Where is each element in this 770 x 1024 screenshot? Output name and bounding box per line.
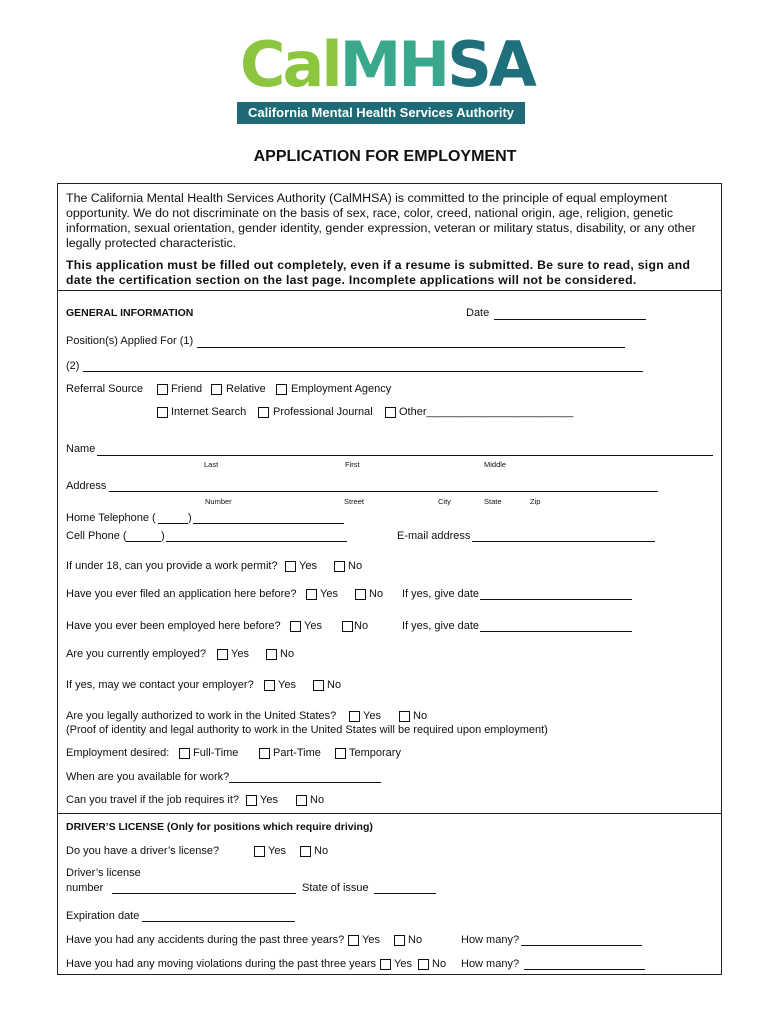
referral-other-label: Other________________________ bbox=[399, 406, 574, 418]
accidents-no-checkbox[interactable] bbox=[394, 935, 405, 946]
if-yes-date-label: If yes, give date bbox=[402, 620, 480, 632]
cell-phone-label: Cell Phone ( bbox=[66, 530, 127, 542]
position-2-field[interactable] bbox=[83, 371, 643, 372]
employed-date-field[interactable] bbox=[480, 631, 632, 632]
part-time-label: Part-Time bbox=[273, 747, 321, 759]
date-field[interactable] bbox=[494, 319, 646, 320]
full-time-checkbox[interactable] bbox=[179, 748, 190, 759]
permit-yes-checkbox[interactable] bbox=[285, 561, 296, 572]
name-label: Name bbox=[66, 443, 96, 455]
expiration-label: Expiration date bbox=[66, 910, 140, 922]
yes-label: Yes bbox=[304, 620, 322, 632]
yes-label: Yes bbox=[363, 710, 381, 722]
permit-no-checkbox[interactable] bbox=[334, 561, 345, 572]
yes-label: Yes bbox=[299, 560, 317, 572]
page-title: APPLICATION FOR EMPLOYMENT bbox=[253, 148, 517, 165]
accidents-yes-checkbox[interactable] bbox=[348, 935, 359, 946]
no-label: No bbox=[310, 794, 325, 806]
current-no-checkbox[interactable] bbox=[266, 649, 277, 660]
position-label: Position(s) Applied For (1) bbox=[66, 335, 194, 347]
state-issue-field[interactable] bbox=[374, 893, 436, 894]
how-many-label: How many? bbox=[461, 958, 520, 970]
yes-label: Yes bbox=[278, 679, 296, 691]
address-label: Address bbox=[66, 480, 107, 492]
general-heading: GENERAL INFORMATION bbox=[66, 307, 194, 319]
home-phone-field[interactable] bbox=[193, 523, 344, 524]
employed-yes-checkbox[interactable] bbox=[290, 621, 301, 632]
no-label: No bbox=[280, 648, 295, 660]
no-label: No bbox=[369, 588, 384, 600]
referral-relative-checkbox[interactable] bbox=[211, 384, 222, 395]
drivers-heading: DRIVER’S LICENSE (Only for positions which require driving) bbox=[66, 821, 373, 833]
no-label: No bbox=[408, 934, 423, 946]
referral-friend-label: Friend bbox=[171, 383, 203, 395]
accidents-question: Have you had any accidents during the past three years? bbox=[66, 934, 345, 946]
yes-label: Yes bbox=[362, 934, 380, 946]
no-label: No bbox=[327, 679, 342, 691]
filed-before-question: Have you ever filed an application here before? bbox=[66, 588, 297, 600]
license-no-checkbox[interactable] bbox=[300, 846, 311, 857]
accidents-count-field[interactable] bbox=[521, 945, 642, 946]
home-phone-label: Home Telephone ( bbox=[66, 512, 156, 524]
date-label: Date bbox=[466, 307, 490, 319]
filed-date-field[interactable] bbox=[480, 599, 632, 600]
divider bbox=[57, 290, 722, 291]
yes-label: Yes bbox=[268, 845, 286, 857]
temporary-label: Temporary bbox=[349, 747, 401, 759]
how-many-label: How many? bbox=[461, 934, 520, 946]
intro-paragraph: The California Mental Health Services Authority (CalMHSA) is committed to the principle of equal employment opportunity. We do not discriminate on the basis of sex, race, color, creed, national origin, age, religion, genetic information, sexual orientation, gender identity, gender expression, veteran or military status, disability, or any other legally protected characteristic. bbox=[66, 191, 696, 250]
paren: ) bbox=[161, 530, 165, 542]
contact-no-checkbox[interactable] bbox=[313, 680, 324, 691]
no-label: No bbox=[314, 845, 329, 857]
no-label: No bbox=[354, 620, 369, 632]
yes-label: Yes bbox=[320, 588, 338, 600]
violations-question: Have you had any moving violations during the past three years bbox=[66, 958, 377, 970]
contact-yes-checkbox[interactable] bbox=[264, 680, 275, 691]
authorized-yes-checkbox[interactable] bbox=[349, 711, 360, 722]
referral-agency-checkbox[interactable] bbox=[276, 384, 287, 395]
referral-internet-checkbox[interactable] bbox=[157, 407, 168, 418]
address-field[interactable] bbox=[109, 491, 658, 492]
no-label: No bbox=[413, 710, 428, 722]
yes-label: Yes bbox=[394, 958, 412, 970]
license-number-label-2: number bbox=[66, 882, 104, 894]
currently-employed-question: Are you currently employed? bbox=[66, 648, 207, 660]
available-field[interactable] bbox=[229, 782, 381, 783]
full-time-label: Full-Time bbox=[193, 747, 239, 759]
yes-label: Yes bbox=[231, 648, 249, 660]
authorized-no-checkbox[interactable] bbox=[399, 711, 410, 722]
if-yes-date-label: If yes, give date bbox=[402, 588, 480, 600]
address-street-caption: Street bbox=[344, 497, 365, 506]
notice-paragraph: This application must be filled out completely, even if a resume is submitted. Be sure to read, sign and date the certification section on the last page. Incomplete applications will not be considered. bbox=[66, 258, 691, 287]
email-label: E-mail address bbox=[397, 530, 471, 542]
name-middle-caption: Middle bbox=[484, 460, 507, 469]
yes-label: Yes bbox=[260, 794, 278, 806]
expiration-field[interactable] bbox=[142, 921, 295, 922]
violations-count-field[interactable] bbox=[524, 969, 645, 970]
travel-yes-checkbox[interactable] bbox=[246, 795, 257, 806]
divider bbox=[57, 813, 722, 814]
calmhsa-logo: CalMHSA bbox=[240, 28, 534, 101]
no-label: No bbox=[432, 958, 447, 970]
name-field[interactable] bbox=[97, 455, 713, 456]
travel-no-checkbox[interactable] bbox=[296, 795, 307, 806]
employed-before-question: Have you ever been employed here before? bbox=[66, 620, 281, 632]
address-zip-caption: Zip bbox=[530, 497, 541, 506]
license-number-label: Driver’s license bbox=[66, 867, 141, 879]
license-number-field[interactable] bbox=[112, 893, 296, 894]
referral-journal-label: Professional Journal bbox=[273, 406, 373, 418]
employed-no-checkbox[interactable] bbox=[342, 621, 353, 632]
work-permit-question: If under 18, can you provide a work permit? bbox=[66, 560, 278, 572]
available-question: When are you available for work? bbox=[66, 771, 230, 783]
referral-agency-label: Employment Agency bbox=[291, 383, 392, 395]
position-2-label: (2) bbox=[66, 360, 80, 372]
home-area-code-field[interactable] bbox=[158, 523, 188, 524]
employment-desired-label: Employment desired: bbox=[66, 747, 170, 759]
referral-label: Referral Source bbox=[66, 383, 144, 395]
part-time-checkbox[interactable] bbox=[259, 748, 270, 759]
referral-relative-label: Relative bbox=[226, 383, 266, 395]
state-issue-label: State of issue bbox=[302, 882, 369, 894]
referral-internet-label: Internet Search bbox=[171, 406, 247, 418]
filed-yes-checkbox[interactable] bbox=[306, 589, 317, 600]
violations-yes-checkbox[interactable] bbox=[380, 959, 391, 970]
position-1-field[interactable] bbox=[197, 347, 625, 348]
referral-friend-checkbox[interactable] bbox=[157, 384, 168, 395]
paren: ) bbox=[188, 512, 192, 524]
contact-employer-question: If yes, may we contact your employer? bbox=[66, 679, 254, 691]
logo-subtitle: California Mental Health Services Authority bbox=[237, 102, 525, 124]
no-label: No bbox=[348, 560, 363, 572]
referral-other-checkbox[interactable] bbox=[385, 407, 396, 418]
authorized-question: Are you legally authorized to work in the United States? bbox=[66, 710, 337, 722]
have-license-question: Do you have a driver’s license? bbox=[66, 845, 220, 857]
cell-phone-field[interactable] bbox=[166, 541, 347, 542]
filed-no-checkbox[interactable] bbox=[355, 589, 366, 600]
violations-no-checkbox[interactable] bbox=[418, 959, 429, 970]
email-field[interactable] bbox=[472, 541, 655, 542]
travel-question: Can you travel if the job requires it? bbox=[66, 794, 240, 806]
cell-area-code-field[interactable] bbox=[126, 541, 161, 542]
name-last-caption: Last bbox=[204, 460, 219, 469]
address-number-caption: Number bbox=[205, 497, 232, 506]
name-first-caption: First bbox=[345, 460, 360, 469]
address-state-caption: State bbox=[484, 497, 502, 506]
address-city-caption: City bbox=[438, 497, 451, 506]
temporary-checkbox[interactable] bbox=[335, 748, 346, 759]
license-yes-checkbox[interactable] bbox=[254, 846, 265, 857]
current-yes-checkbox[interactable] bbox=[217, 649, 228, 660]
referral-journal-checkbox[interactable] bbox=[258, 407, 269, 418]
authorized-note: (Proof of identity and legal authority to work in the United States will be required upon employment) bbox=[66, 724, 548, 736]
